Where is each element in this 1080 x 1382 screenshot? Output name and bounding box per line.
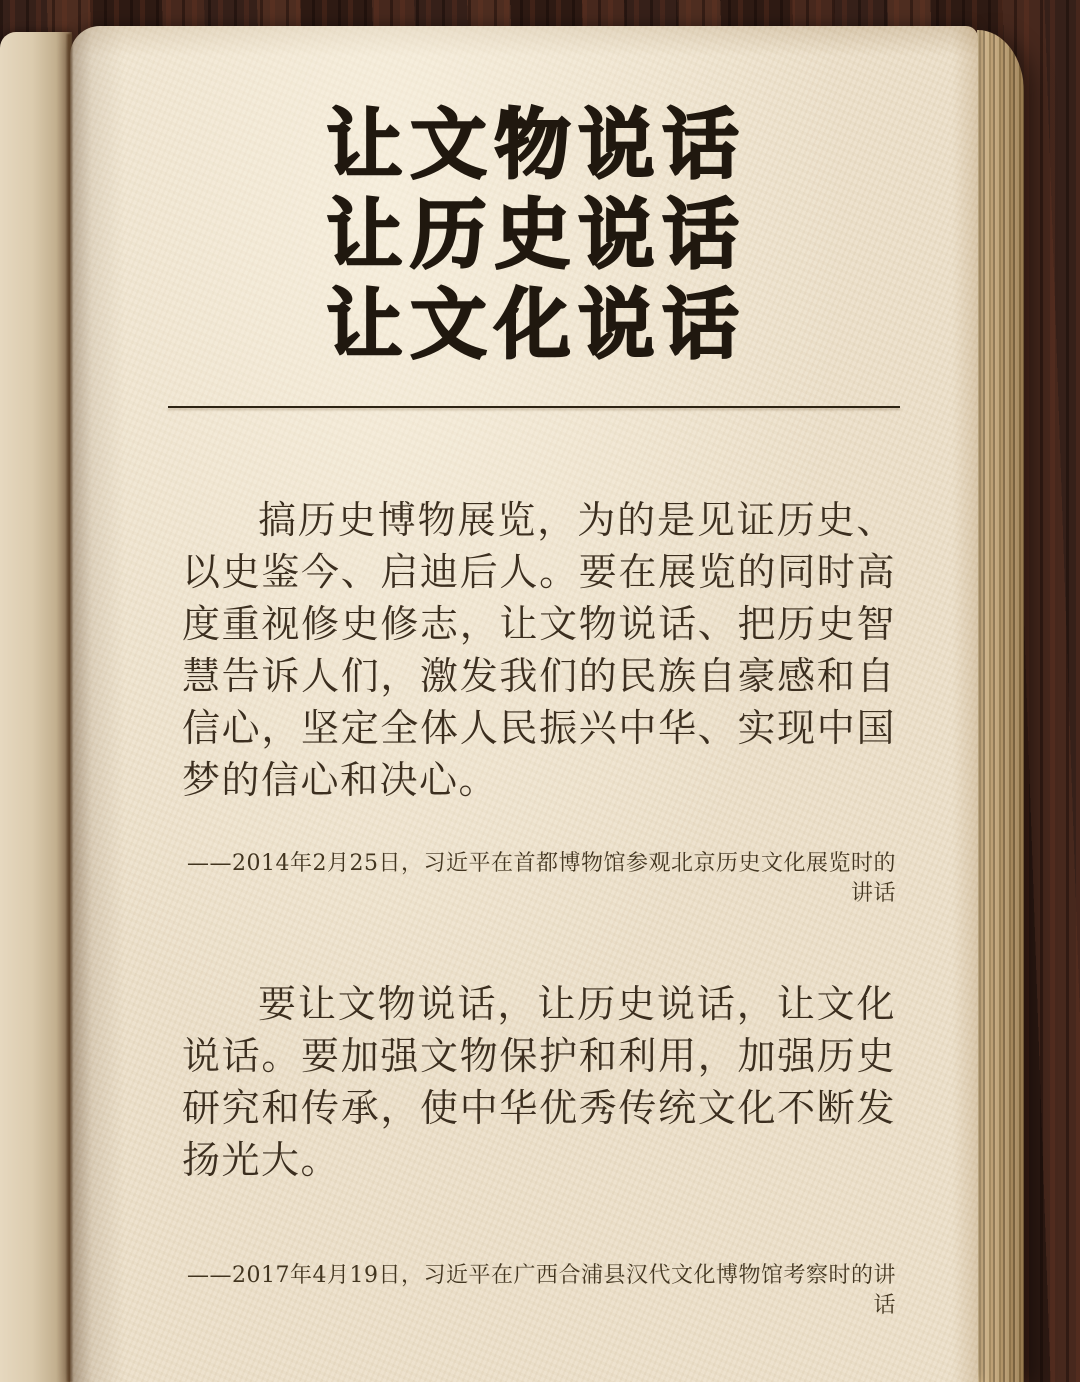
page-title-line-1: 让文物说话 — [326, 100, 747, 189]
quote-attribution-1: ——2014年2月25日，习近平在首都博物馆参观北京历史文化展览时的讲话 — [187, 851, 896, 906]
page-title — [90, 100, 975, 370]
book-page-edge-stack — [977, 30, 1024, 1382]
divider-line — [168, 406, 900, 408]
quote-paragraph-2: 要让文物说话，让历史说话，让文化说话。要加强文物保护和利用，加强历史研究和传承，使中华优秀传统文化不断发扬光大。 — [182, 982, 896, 1182]
quote-paragraph-1: 搞历史博物展览，为的是见证历史、以史鉴今、启迪后人。要在展览的同时高度重视修史修志，让文物说话、把历史智慧告诉人们，激发我们的民族自豪感和自信心，坚定全体人民振兴中华、实现中国梦的信心和决心。 — [182, 498, 896, 802]
book-left-page-sliver — [0, 32, 72, 1382]
book-gutter-crease — [66, 34, 73, 1382]
page-title-line-2: 让历史说话 — [326, 190, 747, 279]
page-title-line-3: 让文化说话 — [326, 280, 747, 369]
quote-attribution-2: ——2017年4月19日，习近平在广西合浦县汉代文化博物馆考察时的讲话 — [187, 1263, 896, 1318]
